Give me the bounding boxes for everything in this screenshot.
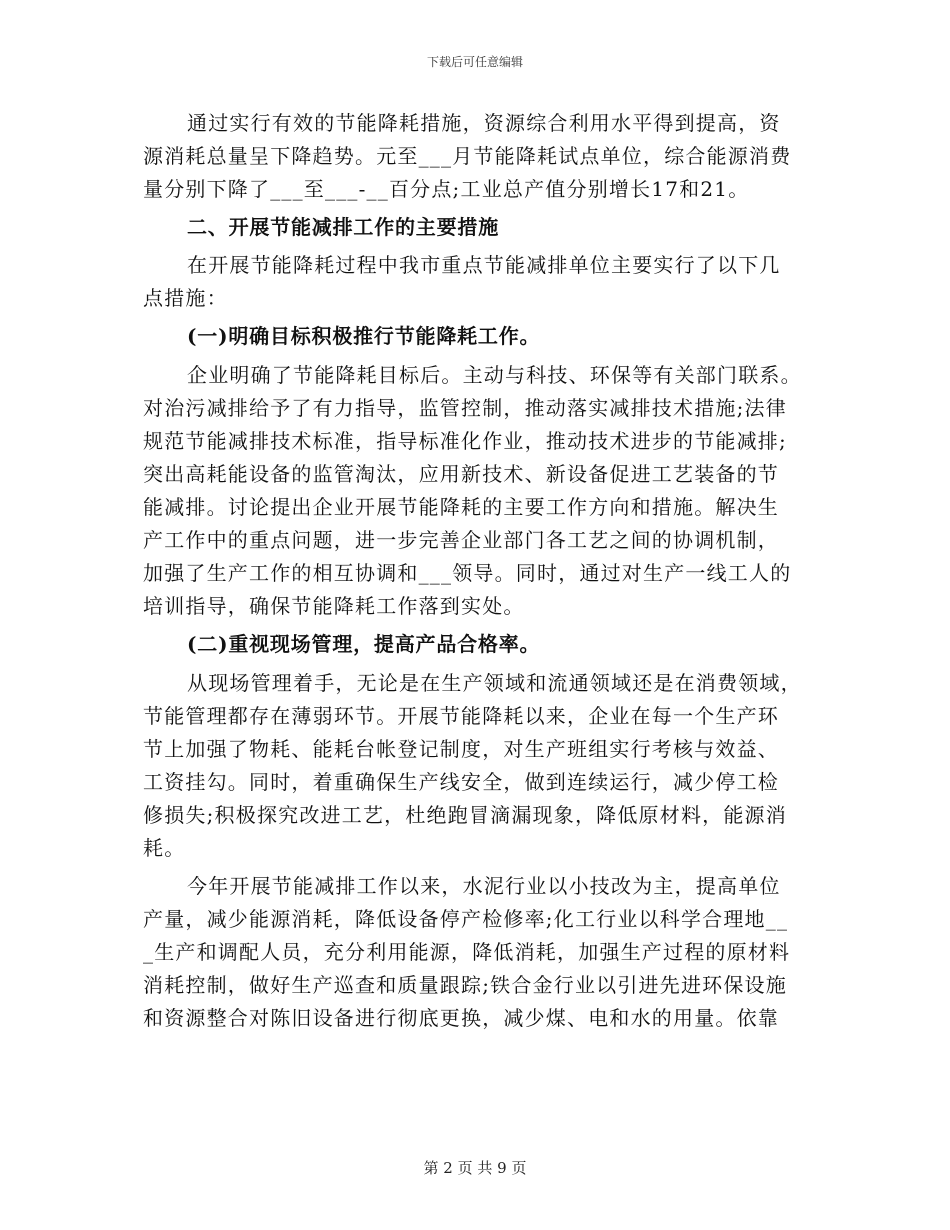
paragraph-line: 培训指导，确保节能降耗工作落到实处。 xyxy=(143,594,525,618)
paragraph-line: 产量，减少能源消耗，降低设备停产检修率;化工行业以科学合理地__ xyxy=(143,907,789,931)
paragraph-line: 突出高耗能设备的监管淘汰，应用新技术、新设备促进工艺装备的节 xyxy=(143,462,779,486)
paragraph-line: 今年开展节能减排工作以来，水泥行业以小技改为主，提高单位 xyxy=(187,874,781,898)
paragraph-line: 和资源整合对陈旧设备进行彻底更换，减少煤、电和水的用量。依靠 xyxy=(143,1006,779,1030)
section-heading: (一)明确目标积极推行节能降耗工作。 xyxy=(187,324,541,348)
paragraph-line: 节能管理都存在薄弱环节。开展节能降耗以来，企业在每一个生产环 xyxy=(143,704,779,728)
page-footer: 第 2 页 共 9 页 xyxy=(423,1159,527,1177)
paragraph-line: 规范节能减排技术标准，指导标准化作业，推动技术进步的节能减排; xyxy=(143,429,787,453)
paragraph-line: 通过实行有效的节能降耗措施，资源综合利用水平得到提高，资 xyxy=(187,111,781,135)
paragraph-line: 工资挂勾。同时，着重确保生产线安全，做到连续运行，减少停工检 xyxy=(143,770,779,794)
paragraph-line: 对治污减排给予了有力指导，监管控制，推动落实减排技术措施;法律 xyxy=(143,396,787,420)
section-heading: (二)重视现场管理，提高产品合格率。 xyxy=(187,632,541,656)
paragraph-line: 在开展节能降耗过程中我市重点节能减排单位主要实行了以下几 xyxy=(187,253,781,277)
paragraph-line: 源消耗总量呈下降趋势。元至___月节能降耗试点单位，综合能源消费 xyxy=(143,144,792,168)
paragraph-line: _生产和调配人员，充分利用能源，降低消耗，加强生产过程的原材料 xyxy=(143,940,791,964)
paragraph-line: 企业明确了节能降耗目标后。主动与科技、环保等有关部门联系。 xyxy=(187,363,802,387)
paragraph-line: 产工作中的重点问题，进一步完善企业部门各工艺之间的协调机制， xyxy=(143,528,779,552)
paragraph-line: 从现场管理着手，无论是在生产领域和流通领域还是在消费领域， xyxy=(187,671,802,695)
paragraph-line: 能减排。讨论提出企业开展节能降耗的主要工作方向和措施。解决生 xyxy=(143,495,779,519)
paragraph-line: 加强了生产工作的相互协调和___领导。同时，通过对生产一线工人的 xyxy=(143,561,792,585)
section-heading: 二、开展节能减排工作的主要措施 xyxy=(187,215,499,239)
paragraph-line: 耗。 xyxy=(143,836,186,860)
page-header: 下载后可任意编辑 xyxy=(426,55,523,69)
paragraph-line: 修损失;积极探究改进工艺，杜绝跑冒滴漏现象，降低原材料，能源消 xyxy=(143,803,787,827)
paragraph-line: 消耗控制，做好生产巡查和质量跟踪;铁合金行业以引进先进环保设施 xyxy=(143,973,787,997)
paragraph-line: 量分别下降了___至___-__百分点;工业总产值分别增长17和21。 xyxy=(143,177,750,201)
paragraph-line: 节上加强了物耗、能耗台帐登记制度，对生产班组实行考核与效益、 xyxy=(143,737,779,761)
paragraph-line: 点措施： xyxy=(143,286,228,310)
